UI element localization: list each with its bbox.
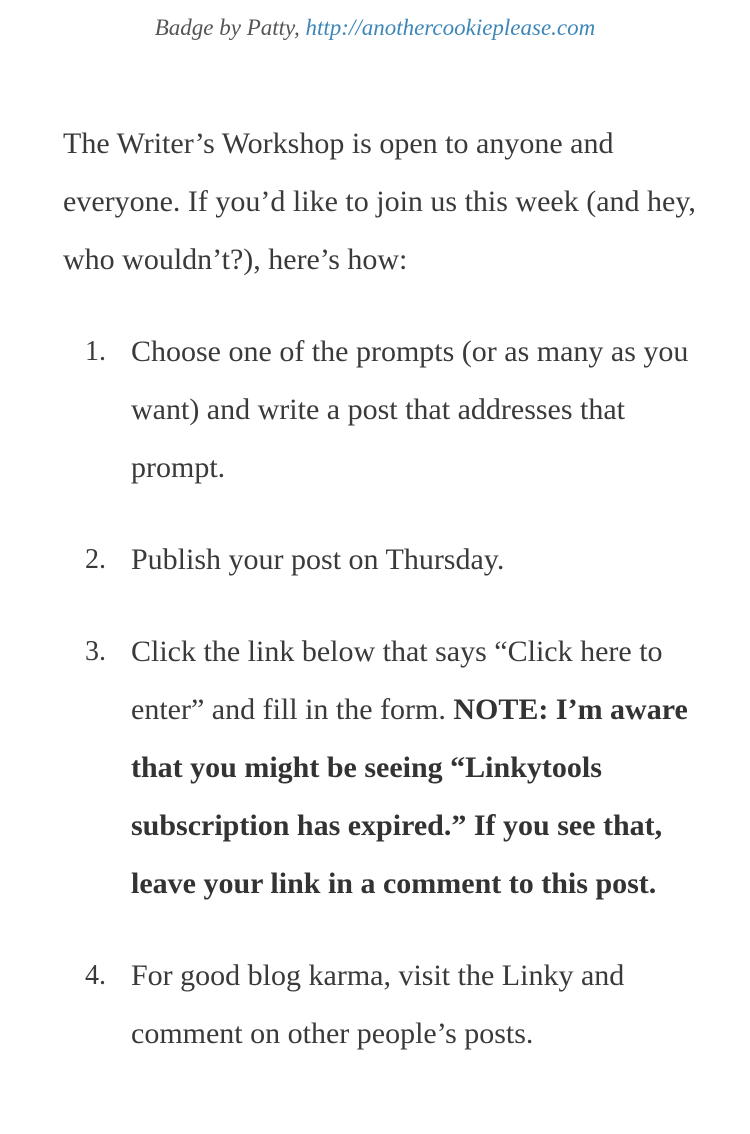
instructions-list <box>63 323 703 1097</box>
intro-paragraph: The Writer’s Workshop is open to anyone and everyone. If you’d like to join us this week (and hey, who wouldn’t?), here’s how: <box>63 127 696 276</box>
image-caption <box>0 12 750 44</box>
list-item-number: 2. <box>85 544 106 575</box>
list-item-number: 3. <box>85 636 106 667</box>
list-item <box>63 323 703 497</box>
list-item <box>63 531 703 589</box>
caption-prefix: Badge by Patty, <box>154 15 306 40</box>
list-item-text: Publish your post on Thursday. <box>131 543 505 576</box>
list-item-text: For good blog karma, visit the Linky and comment on other people’s posts. <box>131 959 625 1050</box>
list-item <box>63 623 703 913</box>
list-item-note: NOTE: I’m aware that you might be seeing “Linkytools subscription has expired.” If you see that, leave your link in a comment to this post. <box>131 693 688 900</box>
caption-link[interactable]: http://anothercookieplease.com <box>305 15 596 40</box>
list-item-text: Choose one of the prompts (or as many as you want) and write a post that addresses that prompt. <box>131 335 689 484</box>
list-item-number: 4. <box>85 960 106 991</box>
list-item-text: Click the link below that says “Click here to enter” and fill in the form. <box>131 635 663 726</box>
list-item <box>63 947 703 1063</box>
list-item-number: 1. <box>85 336 106 367</box>
